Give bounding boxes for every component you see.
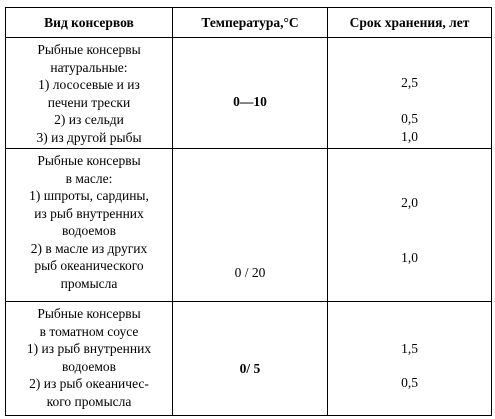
table-row — [6, 302, 492, 416]
storage-value: 1,0 — [401, 129, 418, 144]
header-product-type: Вид консервов — [6, 8, 173, 38]
category-line: 1) шпроты, сардины, — [29, 188, 149, 203]
category-line: 3) из другой рыбы — [36, 129, 142, 145]
category-line: из рыб внутренних — [34, 205, 144, 221]
storage-value: 2,5 — [401, 75, 418, 90]
storage-value: 1,5 — [401, 341, 418, 356]
temperature-cell — [173, 38, 328, 149]
storage-cell — [328, 302, 492, 416]
header-temperature: Температура,°C — [173, 8, 328, 38]
storage-value: 0,5 — [401, 375, 418, 390]
category-line: промысла — [60, 275, 118, 291]
category-line: 2) из сельди — [54, 112, 124, 127]
category-line: Рыбные консервы — [37, 42, 141, 57]
category-line: печени трески — [47, 94, 131, 110]
temperature-value: 0/ 5 — [239, 361, 261, 376]
category-line: водоемов — [61, 223, 117, 238]
table-row — [6, 38, 492, 149]
category-line: в томатном соусе — [39, 323, 139, 339]
category-line: рыб океанического — [34, 258, 144, 273]
storage-value: 2,0 — [401, 195, 418, 210]
category-line: в масле: — [65, 170, 113, 186]
category-line: водоемов — [61, 358, 117, 374]
storage-value: 0,5 — [401, 111, 418, 126]
category-line: 1) лососевые и из — [38, 77, 140, 92]
category-line: Рыбные консервы — [37, 153, 141, 168]
temperature-value: 0—10 — [233, 94, 267, 109]
category-oil-cell — [6, 149, 173, 302]
table-header-row — [6, 8, 492, 38]
category-line: 1) из рыб внутренних — [26, 341, 152, 356]
storage-cell — [328, 149, 492, 302]
category-natural-cell — [6, 38, 173, 149]
temperature-value: 0 / 20 — [234, 265, 266, 280]
category-tomato-cell — [6, 302, 173, 416]
storage-cell — [328, 38, 492, 149]
category-line: кого промысла — [46, 393, 132, 409]
category-line: 2) в масле из других — [30, 240, 148, 256]
category-line: натуральные: — [50, 59, 128, 75]
canned-fish-storage-table — [5, 7, 492, 416]
header-storage-term: Срок хранения, лет — [328, 8, 492, 38]
storage-value: 1,0 — [401, 250, 418, 265]
temperature-cell — [173, 302, 328, 416]
category-line: Рыбные консервы — [37, 306, 141, 321]
table-row — [6, 149, 492, 302]
category-line: 2) из рыб океаничес- — [29, 376, 149, 391]
temperature-cell — [173, 149, 328, 302]
